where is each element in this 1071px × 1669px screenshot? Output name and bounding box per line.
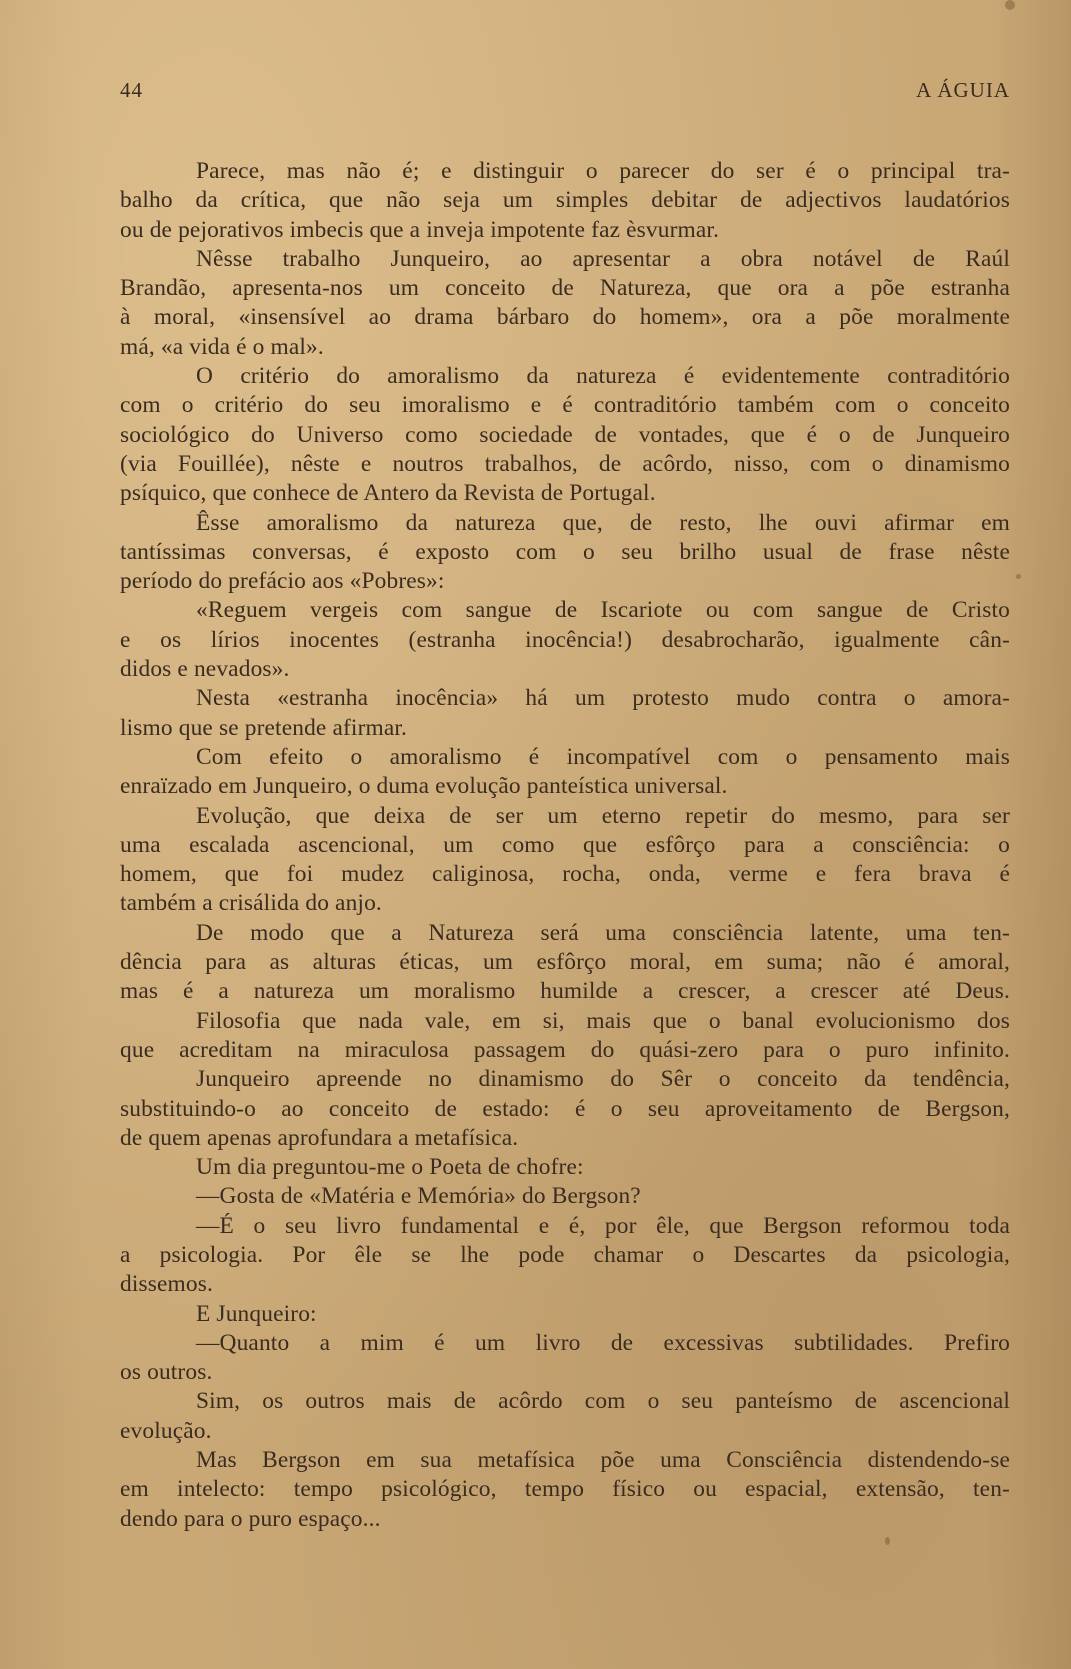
text-line: tantíssimas conversas, é exposto com o seu brilho usual de frase nêste (120, 538, 1010, 565)
text-line: má, «a vida é o mal». (120, 333, 324, 360)
text-line: O critério do amoralismo da natureza é evidentemente contraditório (196, 363, 1010, 390)
text-line: uma escalada ascencional, um como que esfôrço para a consciência: o (120, 831, 1010, 858)
text-line: com o critério do seu imoralismo e é contraditório também com o conceito (120, 392, 1010, 419)
text-line: «Reguem vergeis com sangue de Iscariote ou com sangue de Cristo (196, 597, 1010, 624)
text-line: —É o seu livro fundamental e é, por êle, que Bergson reformou toda (196, 1212, 1010, 1239)
text-line: Junqueiro apreende no dinamismo do Sêr o conceito da tendência, (196, 1066, 1010, 1093)
text-line: homem, que foi mudez caliginosa, rocha, onda, verme e fera brava é (120, 861, 1010, 888)
text-line: sociológico do Universo como sociedade de vontades, que é o de Junqueiro (120, 421, 1010, 448)
paper-stain (1005, 0, 1015, 10)
text-line: Nesta «estranha inocência» há um protesto mudo contra o amora- (196, 685, 1010, 712)
text-line: a psicologia. Por êle se lhe pode chamar o Descartes da psicologia, (120, 1241, 1010, 1268)
text-line: dendo para o puro espaço... (120, 1505, 381, 1532)
text-line: os outros. (120, 1359, 213, 1386)
text-line: E Junqueiro: (196, 1300, 317, 1327)
text-line: Com efeito o amoralismo é incompatível com o pensamento mais (196, 743, 1010, 770)
text-line: também a crisálida do anjo. (120, 890, 382, 917)
text-line: De modo que a Natureza será uma consciência latente, uma ten- (196, 919, 1010, 946)
text-line: Filosofia que nada vale, em si, mais que o banal evolucionismo dos (196, 1007, 1010, 1034)
running-head: A ÁGUIA (916, 78, 1010, 102)
text-line: enraïzado em Junqueiro, o duma evolução panteística universal. (120, 773, 728, 800)
text-line: Êsse amoralismo da natureza que, de resto, lhe ouvi afirmar em (196, 509, 1010, 536)
text-line: de quem apenas aprofundara a metafísica. (120, 1124, 519, 1151)
text-line: Um dia preguntou-me o Poeta de chofre: (196, 1154, 584, 1181)
text-line: evolução. (120, 1417, 212, 1444)
text-line: Brandão, apresenta-nos um conceito de Natureza, que ora a põe estranha (120, 275, 1010, 302)
text-line: em intelecto: tempo psicológico, tempo físico ou espacial, extensão, ten- (120, 1476, 1010, 1503)
text-line: Sim, os outros mais de acôrdo com o seu panteísmo de ascencional (196, 1388, 1010, 1415)
text-line: —Gosta de «Matéria e Memória» do Bergson? (196, 1183, 641, 1210)
text-line: período do prefácio aos «Pobres»: (120, 568, 445, 595)
text-line: dência para as alturas éticas, um esfôrço moral, em suma; não é amoral, (120, 949, 1010, 976)
text-line: Mas Bergson em sua metafísica põe uma Consciência distendendo-se (196, 1447, 1010, 1474)
text-line: Evolução, que deixa de ser um eterno repetir do mesmo, para ser (196, 802, 1010, 829)
text-line: mas é a natureza um moralismo humilde a crescer, a crescer até Deus. (120, 978, 1010, 1005)
text-line: à moral, «insensível ao drama bárbaro do homem», ora a põe moralmente (120, 304, 1010, 331)
paper-stain (885, 1537, 890, 1545)
text-line: balho da crítica, que não seja um simples debitar de adjectivos laudatórios (120, 187, 1010, 214)
text-line: psíquico, que conhece de Antero da Revista de Portugal. (120, 480, 656, 507)
text-line: —Quanto a mim é um livro de excessivas subtilidades. Prefiro (196, 1329, 1010, 1356)
paper-stain (1016, 574, 1021, 579)
body-text (120, 157, 1010, 1534)
text-line: substituindo-o ao conceito de estado: é o seu aproveitamento de Bergson, (120, 1095, 1010, 1122)
text-line: ou de pejorativos imbecis que a inveja impotente faz èsvurmar. (120, 216, 720, 243)
text-line: Nêsse trabalho Junqueiro, ao apresentar a obra notável de Raúl (196, 245, 1010, 272)
text-line: dissemos. (120, 1271, 213, 1298)
text-line: (via Fouillée), nêste e noutros trabalhos, de acôrdo, nisso, com o dinamismo (120, 450, 1010, 477)
page-header (120, 78, 1010, 108)
text-line: didos e nevados». (120, 656, 290, 683)
text-line: Parece, mas não é; e distinguir o parecer do ser é o principal tra- (196, 158, 1010, 184)
text-line: lismo que se pretende afirmar. (120, 714, 408, 741)
page-number: 44 (120, 78, 143, 102)
text-line: que acreditam na miraculosa passagem do quási-zero para o puro infinito. (120, 1036, 1010, 1063)
text-line: e os lírios inocentes (estranha inocência!) desabrocharão, igualmente cân- (120, 626, 1010, 653)
